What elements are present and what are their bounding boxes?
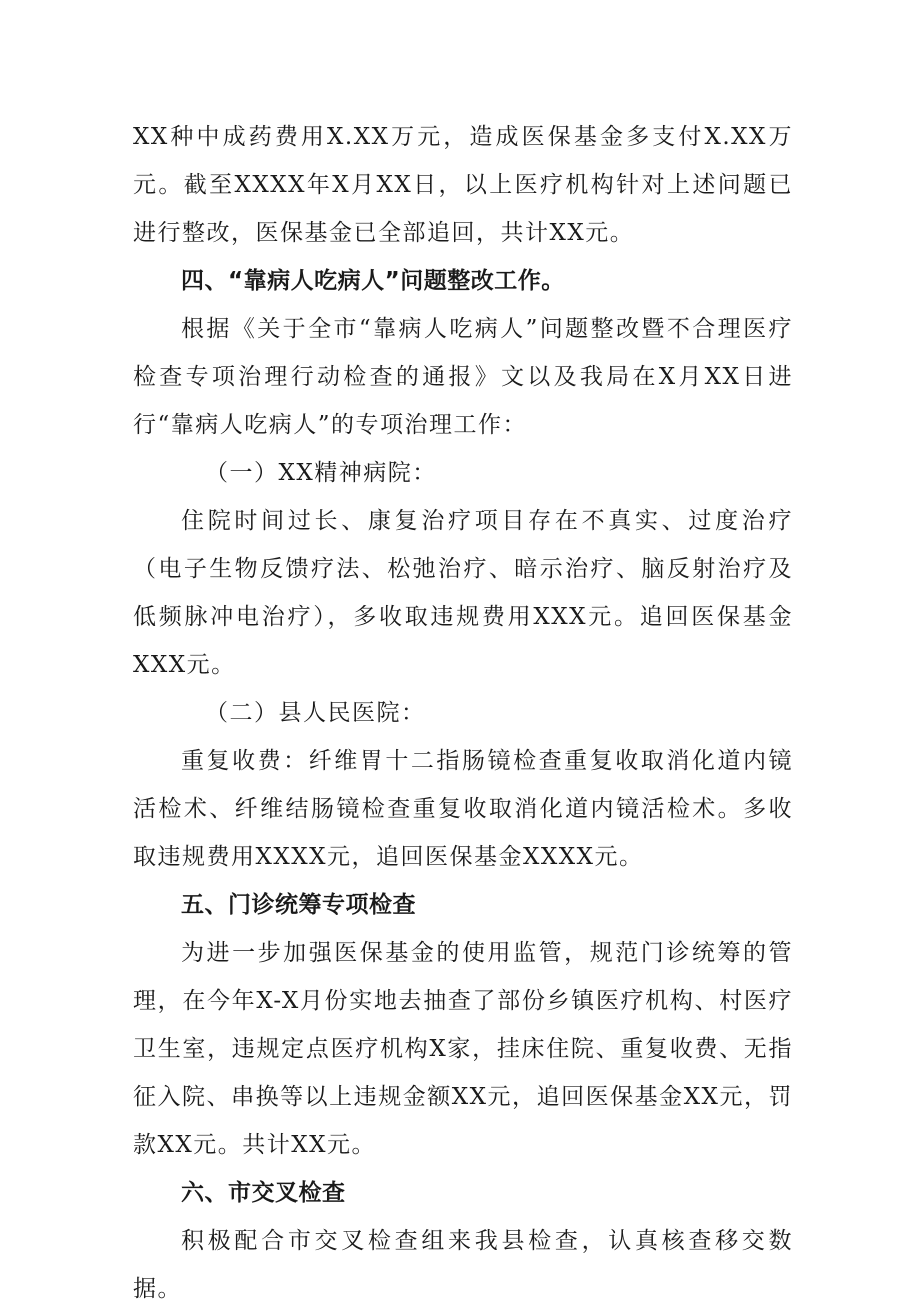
paragraph-section-6: 积极配合市交叉检查组来我县检查，认真核查移交数据。 — [133, 1228, 793, 1302]
subheading-4-2: （二）县人民医院： — [205, 700, 426, 726]
section-heading-4: 四、“靠病人吃病人”问题整改工作。 — [181, 268, 565, 294]
paragraph-section-4-intro: 根据《关于全市“靠病人吃病人”问题整改暨不合理医疗检查专项治理行动检查的通报》文以及我局在X月XX日进行“靠病人吃病人”的专项治理工作： — [133, 316, 793, 438]
section-heading-6: 六、市交叉检查 — [181, 1180, 346, 1206]
paragraph-section-5: 为进一步加强医保基金的使用监管，规范门诊统筹的管理，在今年X-X月份实地去抽查了部份乡镇医疗机构、村医疗卫生室，违规定点医疗机构X家，挂床住院、重复收费、无指征入院、串换等以上违规金额XX元，追回医保基金XX元，罚款XX元。共计XX元。 — [133, 940, 793, 1158]
subheading-4-1: （一）XX精神病院： — [205, 460, 437, 486]
paragraph-subsection-4-2: 重复收费：纤维胃十二指肠镜检查重复收取消化道内镜活检术、纤维结肠镜检查重复收取消化道内镜活检术。多收取违规费用XXXX元，追回医保基金XXXX元。 — [133, 748, 793, 870]
paragraph-subsection-4-1: 住院时间过长、康复治疗项目存在不真实、过度治疗（电子生物反馈疗法、松弛治疗、暗示治疗、脑反射治疗及低频脉冲电治疗），多收取违规费用XXX元。追回医保基金XXX元。 — [133, 508, 793, 678]
paragraph-continuation: XX种中成药费用X.XX万元，造成医保基金多支付X.XX万元。截至XXXX年X月XX日，以上医疗机构针对上述问题已进行整改，医保基金已全部追回，共计XX元。 — [133, 124, 793, 246]
document-body — [133, 113, 793, 1313]
section-heading-5: 五、门诊统筹专项检查 — [181, 892, 416, 918]
